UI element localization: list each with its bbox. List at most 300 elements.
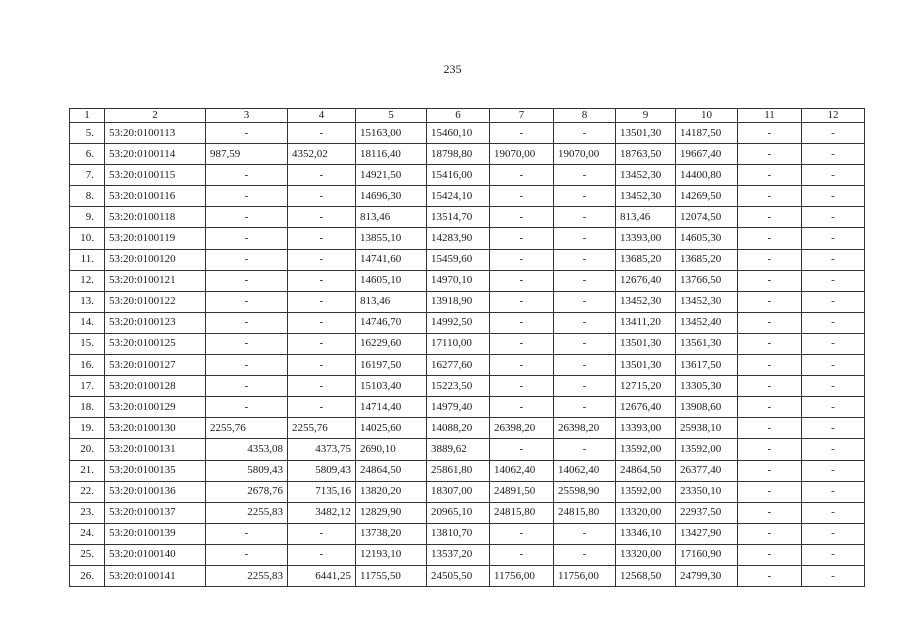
column-header: 5 xyxy=(356,109,427,123)
table-cell: 17. xyxy=(70,376,105,397)
table-cell: 13820,20 xyxy=(356,481,427,502)
table-cell: - xyxy=(490,333,554,354)
table-cell: 13393,00 xyxy=(616,228,676,249)
table-cell: 53:20:0100129 xyxy=(105,397,206,418)
header-row xyxy=(70,109,865,123)
table-cell: - xyxy=(738,502,802,523)
table-cell: 6. xyxy=(70,144,105,165)
table-cell: 11755,50 xyxy=(356,565,427,586)
table-cell: 14714,40 xyxy=(356,397,427,418)
table-cell: 2690,10 xyxy=(356,439,427,460)
table-cell: - xyxy=(738,270,802,291)
table-cell: 813,46 xyxy=(616,207,676,228)
table-cell: - xyxy=(206,312,288,333)
table-cell: 4373,75 xyxy=(288,439,356,460)
table-cell: 2678,76 xyxy=(206,481,288,502)
table-cell: - xyxy=(206,123,288,144)
table-cell: 13501,30 xyxy=(616,123,676,144)
table-cell: 7. xyxy=(70,165,105,186)
table-cell: 13592,00 xyxy=(616,481,676,502)
column-header: 8 xyxy=(554,109,616,123)
table-cell: - xyxy=(490,291,554,312)
table-cell: - xyxy=(802,144,865,165)
table-cell: 18798,80 xyxy=(427,144,490,165)
table-row xyxy=(70,291,865,312)
table-cell: - xyxy=(802,186,865,207)
table-row xyxy=(70,439,865,460)
table-cell: - xyxy=(206,165,288,186)
table-cell: 13514,70 xyxy=(427,207,490,228)
table-cell: 53:20:0100141 xyxy=(105,565,206,586)
data-table xyxy=(69,108,865,587)
table-cell: 14696,30 xyxy=(356,186,427,207)
table-cell: - xyxy=(738,418,802,439)
table-cell: 14400,80 xyxy=(676,165,738,186)
table-row xyxy=(70,144,865,165)
table-cell: - xyxy=(554,228,616,249)
table-cell: - xyxy=(802,439,865,460)
table-row xyxy=(70,228,865,249)
table-cell: - xyxy=(554,397,616,418)
table-cell: 53:20:0100115 xyxy=(105,165,206,186)
table-cell: - xyxy=(802,502,865,523)
table-cell: - xyxy=(554,270,616,291)
table-cell: - xyxy=(490,312,554,333)
column-header: 10 xyxy=(676,109,738,123)
table-cell: - xyxy=(738,439,802,460)
table-cell: 12568,50 xyxy=(616,565,676,586)
table-cell: 14283,90 xyxy=(427,228,490,249)
table-cell: - xyxy=(554,165,616,186)
table-cell: - xyxy=(288,376,356,397)
table-cell: - xyxy=(802,249,865,270)
table-cell: - xyxy=(738,481,802,502)
table-cell: 16. xyxy=(70,355,105,376)
table-cell: - xyxy=(802,228,865,249)
table-cell: 25938,10 xyxy=(676,418,738,439)
table-cell: - xyxy=(206,523,288,544)
table-cell: 53:20:0100125 xyxy=(105,333,206,354)
table-cell: - xyxy=(206,291,288,312)
table-cell: 22. xyxy=(70,481,105,502)
table-cell: 2255,76 xyxy=(288,418,356,439)
table-cell: 4352,02 xyxy=(288,144,356,165)
table-cell: 16229,60 xyxy=(356,333,427,354)
table-cell: 11756,00 xyxy=(554,565,616,586)
table-body xyxy=(70,109,865,587)
table-cell: 24864,50 xyxy=(616,460,676,481)
table-cell: - xyxy=(738,186,802,207)
table-cell: 13501,30 xyxy=(616,355,676,376)
table-cell: 53:20:0100137 xyxy=(105,502,206,523)
table-cell: - xyxy=(802,333,865,354)
table-cell: 13738,20 xyxy=(356,523,427,544)
table-cell: - xyxy=(738,207,802,228)
table-cell: - xyxy=(802,270,865,291)
table-cell: - xyxy=(288,270,356,291)
table-cell: - xyxy=(288,523,356,544)
table-cell: 26. xyxy=(70,565,105,586)
table-cell: 13685,20 xyxy=(676,249,738,270)
table-cell: 53:20:0100127 xyxy=(105,355,206,376)
table-cell: 14025,60 xyxy=(356,418,427,439)
table-cell: 13908,60 xyxy=(676,397,738,418)
table-cell: 14979,40 xyxy=(427,397,490,418)
table-cell: 6441,25 xyxy=(288,565,356,586)
table-cell: - xyxy=(288,123,356,144)
table-cell: - xyxy=(490,270,554,291)
table-cell: 13501,30 xyxy=(616,333,676,354)
table-cell: 53:20:0100113 xyxy=(105,123,206,144)
table-cell: - xyxy=(554,312,616,333)
table-cell: 12715,20 xyxy=(616,376,676,397)
table-cell: 13320,00 xyxy=(616,502,676,523)
table-row xyxy=(70,186,865,207)
table-cell: - xyxy=(288,228,356,249)
table-cell: 813,46 xyxy=(356,207,427,228)
table-cell: 53:20:0100140 xyxy=(105,544,206,565)
table-cell: 26377,40 xyxy=(676,460,738,481)
table-cell: 10. xyxy=(70,228,105,249)
table-cell: 19667,40 xyxy=(676,144,738,165)
table-cell: - xyxy=(490,228,554,249)
table-cell: 24505,50 xyxy=(427,565,490,586)
column-header: 7 xyxy=(490,109,554,123)
table-cell: 15223,50 xyxy=(427,376,490,397)
table-cell: 13452,30 xyxy=(676,291,738,312)
table-cell: 21. xyxy=(70,460,105,481)
table-cell: - xyxy=(554,355,616,376)
table-row xyxy=(70,333,865,354)
table-cell: 53:20:0100114 xyxy=(105,144,206,165)
table-cell: 14. xyxy=(70,312,105,333)
table-cell: 53:20:0100121 xyxy=(105,270,206,291)
table-cell: 12676,40 xyxy=(616,397,676,418)
table-cell: 14187,50 xyxy=(676,123,738,144)
table-cell: 19070,00 xyxy=(490,144,554,165)
table-cell: 8. xyxy=(70,186,105,207)
table-cell: 53:20:0100139 xyxy=(105,523,206,544)
table-cell: 15. xyxy=(70,333,105,354)
table-cell: 15103,40 xyxy=(356,376,427,397)
table-cell: 13592,00 xyxy=(676,439,738,460)
table-cell: - xyxy=(802,565,865,586)
table-cell: - xyxy=(738,333,802,354)
table-cell: 15460,10 xyxy=(427,123,490,144)
table-cell: 53:20:0100130 xyxy=(105,418,206,439)
table-cell: 13617,50 xyxy=(676,355,738,376)
table-cell: 53:20:0100122 xyxy=(105,291,206,312)
table-cell: 13592,00 xyxy=(616,439,676,460)
table-cell: 5809,43 xyxy=(288,460,356,481)
table-cell: 16277,60 xyxy=(427,355,490,376)
table-row xyxy=(70,481,865,502)
table-cell: 24799,30 xyxy=(676,565,738,586)
table-cell: - xyxy=(738,565,802,586)
table-cell: 19070,00 xyxy=(554,144,616,165)
table-cell: 14062,40 xyxy=(490,460,554,481)
table-cell: 5809,43 xyxy=(206,460,288,481)
table-row xyxy=(70,460,865,481)
table-cell: 18307,00 xyxy=(427,481,490,502)
table-cell: - xyxy=(802,207,865,228)
table-cell: 13810,70 xyxy=(427,523,490,544)
column-header: 9 xyxy=(616,109,676,123)
table-cell: 11. xyxy=(70,249,105,270)
table-cell: - xyxy=(206,228,288,249)
column-header: 6 xyxy=(427,109,490,123)
table-cell: 24864,50 xyxy=(356,460,427,481)
table-cell: 13918,90 xyxy=(427,291,490,312)
table-cell: 17110,00 xyxy=(427,333,490,354)
table-cell: - xyxy=(802,165,865,186)
table-cell: 24815,80 xyxy=(554,502,616,523)
table-cell: 25. xyxy=(70,544,105,565)
table-row xyxy=(70,123,865,144)
table-cell: - xyxy=(738,144,802,165)
table-cell: - xyxy=(802,291,865,312)
table-cell: 7135,16 xyxy=(288,481,356,502)
table-cell: 24891,50 xyxy=(490,481,554,502)
table-cell: 18763,50 xyxy=(616,144,676,165)
table-cell: 14088,20 xyxy=(427,418,490,439)
table-cell: - xyxy=(738,291,802,312)
table-cell: 2255,76 xyxy=(206,418,288,439)
table-cell: 11756,00 xyxy=(490,565,554,586)
table-cell: - xyxy=(206,397,288,418)
table-cell: - xyxy=(738,523,802,544)
table-cell: - xyxy=(206,186,288,207)
table-cell: 15416,00 xyxy=(427,165,490,186)
table-cell: - xyxy=(206,544,288,565)
table-row xyxy=(70,312,865,333)
table-cell: 53:20:0100120 xyxy=(105,249,206,270)
table-cell: 26398,20 xyxy=(554,418,616,439)
table-cell: 18. xyxy=(70,397,105,418)
table-cell: - xyxy=(738,165,802,186)
page-number: 235 xyxy=(443,62,462,76)
table-cell: 53:20:0100136 xyxy=(105,481,206,502)
table-cell: - xyxy=(802,312,865,333)
table-cell: 13537,20 xyxy=(427,544,490,565)
table-cell: - xyxy=(288,165,356,186)
table-cell: 14269,50 xyxy=(676,186,738,207)
table-cell: 20965,10 xyxy=(427,502,490,523)
table-cell: - xyxy=(206,270,288,291)
table-cell: 14605,10 xyxy=(356,270,427,291)
table-cell: 9. xyxy=(70,207,105,228)
table-cell: 53:20:0100128 xyxy=(105,376,206,397)
table-cell: 14746,70 xyxy=(356,312,427,333)
table-row xyxy=(70,207,865,228)
table-cell: 13685,20 xyxy=(616,249,676,270)
table-cell: 12074,50 xyxy=(676,207,738,228)
table-cell: - xyxy=(490,249,554,270)
table-cell: 13452,30 xyxy=(616,291,676,312)
table-cell: 24815,80 xyxy=(490,502,554,523)
table-cell: - xyxy=(802,418,865,439)
table-cell: - xyxy=(288,249,356,270)
table-cell: 15163,00 xyxy=(356,123,427,144)
table-cell: 17160,90 xyxy=(676,544,738,565)
table-cell: - xyxy=(554,439,616,460)
column-header: 12 xyxy=(802,109,865,123)
table-cell: 3889,62 xyxy=(427,439,490,460)
table-cell: - xyxy=(738,312,802,333)
table-cell: 3482,12 xyxy=(288,502,356,523)
table-cell: 53:20:0100119 xyxy=(105,228,206,249)
table-cell: - xyxy=(490,355,554,376)
table-cell: 14921,50 xyxy=(356,165,427,186)
table-cell: 53:20:0100116 xyxy=(105,186,206,207)
table-cell: - xyxy=(206,333,288,354)
table-cell: 13561,30 xyxy=(676,333,738,354)
table-cell: 15459,60 xyxy=(427,249,490,270)
table-cell: - xyxy=(554,333,616,354)
table-cell: - xyxy=(802,123,865,144)
table-cell: 14605,30 xyxy=(676,228,738,249)
table-cell: - xyxy=(288,544,356,565)
table-cell: 13320,00 xyxy=(616,544,676,565)
table-cell: - xyxy=(802,523,865,544)
table-row xyxy=(70,355,865,376)
table-cell: - xyxy=(206,355,288,376)
table-cell: - xyxy=(288,312,356,333)
table-cell: 14062,40 xyxy=(554,460,616,481)
column-header: 11 xyxy=(738,109,802,123)
table-cell: - xyxy=(490,186,554,207)
table-cell: - xyxy=(554,207,616,228)
table-cell: 13. xyxy=(70,291,105,312)
table-cell: 53:20:0100123 xyxy=(105,312,206,333)
table-row xyxy=(70,544,865,565)
table-cell: 26398,20 xyxy=(490,418,554,439)
table-cell: - xyxy=(490,123,554,144)
table-cell: 20. xyxy=(70,439,105,460)
table-cell: 13346,10 xyxy=(616,523,676,544)
table-cell: 12. xyxy=(70,270,105,291)
table-cell: 13452,40 xyxy=(676,312,738,333)
table-cell: 24. xyxy=(70,523,105,544)
table-row xyxy=(70,270,865,291)
table-cell: 18116,40 xyxy=(356,144,427,165)
table-cell: - xyxy=(490,165,554,186)
table-row xyxy=(70,397,865,418)
column-header: 1 xyxy=(70,109,105,123)
table-cell: - xyxy=(738,355,802,376)
table-cell: - xyxy=(554,376,616,397)
table-cell: 53:20:0100135 xyxy=(105,460,206,481)
table-cell: - xyxy=(206,207,288,228)
table-cell: - xyxy=(490,376,554,397)
table-cell: - xyxy=(738,460,802,481)
table-cell: 14992,50 xyxy=(427,312,490,333)
table-cell: - xyxy=(288,397,356,418)
table-cell: 813,46 xyxy=(356,291,427,312)
table-cell: 15424,10 xyxy=(427,186,490,207)
table-cell: - xyxy=(802,481,865,502)
table-cell: - xyxy=(206,249,288,270)
table-cell: - xyxy=(490,207,554,228)
table-cell: - xyxy=(554,291,616,312)
table-cell: - xyxy=(738,544,802,565)
table-cell: 13855,10 xyxy=(356,228,427,249)
table-cell: 12193,10 xyxy=(356,544,427,565)
column-header: 4 xyxy=(288,109,356,123)
table-cell: - xyxy=(738,123,802,144)
table-cell: 12676,40 xyxy=(616,270,676,291)
table-cell: 12829,90 xyxy=(356,502,427,523)
table-cell: 2255,83 xyxy=(206,502,288,523)
table-cell: - xyxy=(738,249,802,270)
table-cell: 987,59 xyxy=(206,144,288,165)
table-cell: - xyxy=(490,439,554,460)
table-cell: 16197,50 xyxy=(356,355,427,376)
table-row xyxy=(70,376,865,397)
table-cell: 5. xyxy=(70,123,105,144)
table-cell: 13427,90 xyxy=(676,523,738,544)
table-cell: - xyxy=(802,544,865,565)
table-cell: - xyxy=(490,397,554,418)
table-cell: 13766,50 xyxy=(676,270,738,291)
table-cell: 53:20:0100118 xyxy=(105,207,206,228)
table-cell: 19. xyxy=(70,418,105,439)
table-cell: 25598,90 xyxy=(554,481,616,502)
table-cell: - xyxy=(288,355,356,376)
table-cell: - xyxy=(554,523,616,544)
table-cell: - xyxy=(288,333,356,354)
table-cell: - xyxy=(288,291,356,312)
table-cell: - xyxy=(554,186,616,207)
table-row xyxy=(70,418,865,439)
table-cell: - xyxy=(288,186,356,207)
table-cell: - xyxy=(490,523,554,544)
table-cell: 23. xyxy=(70,502,105,523)
column-header: 2 xyxy=(105,109,206,123)
table-cell: 13393,00 xyxy=(616,418,676,439)
table-cell: - xyxy=(490,544,554,565)
table-cell: 53:20:0100131 xyxy=(105,439,206,460)
table-row xyxy=(70,502,865,523)
table-cell: - xyxy=(738,228,802,249)
table-cell: - xyxy=(802,397,865,418)
table-cell: - xyxy=(802,355,865,376)
table-cell: - xyxy=(554,123,616,144)
table-cell: 23350,10 xyxy=(676,481,738,502)
table-row xyxy=(70,249,865,270)
table-cell: - xyxy=(288,207,356,228)
table-cell: 4353,08 xyxy=(206,439,288,460)
table-cell: - xyxy=(802,460,865,481)
table-cell: 13411,20 xyxy=(616,312,676,333)
table-cell: 14970,10 xyxy=(427,270,490,291)
table-cell: 13452,30 xyxy=(616,186,676,207)
column-header: 3 xyxy=(206,109,288,123)
table-cell: - xyxy=(738,397,802,418)
table-row xyxy=(70,565,865,586)
table-cell: - xyxy=(554,544,616,565)
table-cell: - xyxy=(738,376,802,397)
table-cell: 14741,60 xyxy=(356,249,427,270)
table-cell: 2255,83 xyxy=(206,565,288,586)
table-cell: 25861,80 xyxy=(427,460,490,481)
table-row xyxy=(70,165,865,186)
table-cell: 13305,30 xyxy=(676,376,738,397)
table-cell: - xyxy=(802,376,865,397)
table-cell: - xyxy=(206,376,288,397)
table-row xyxy=(70,523,865,544)
table-cell: 22937,50 xyxy=(676,502,738,523)
